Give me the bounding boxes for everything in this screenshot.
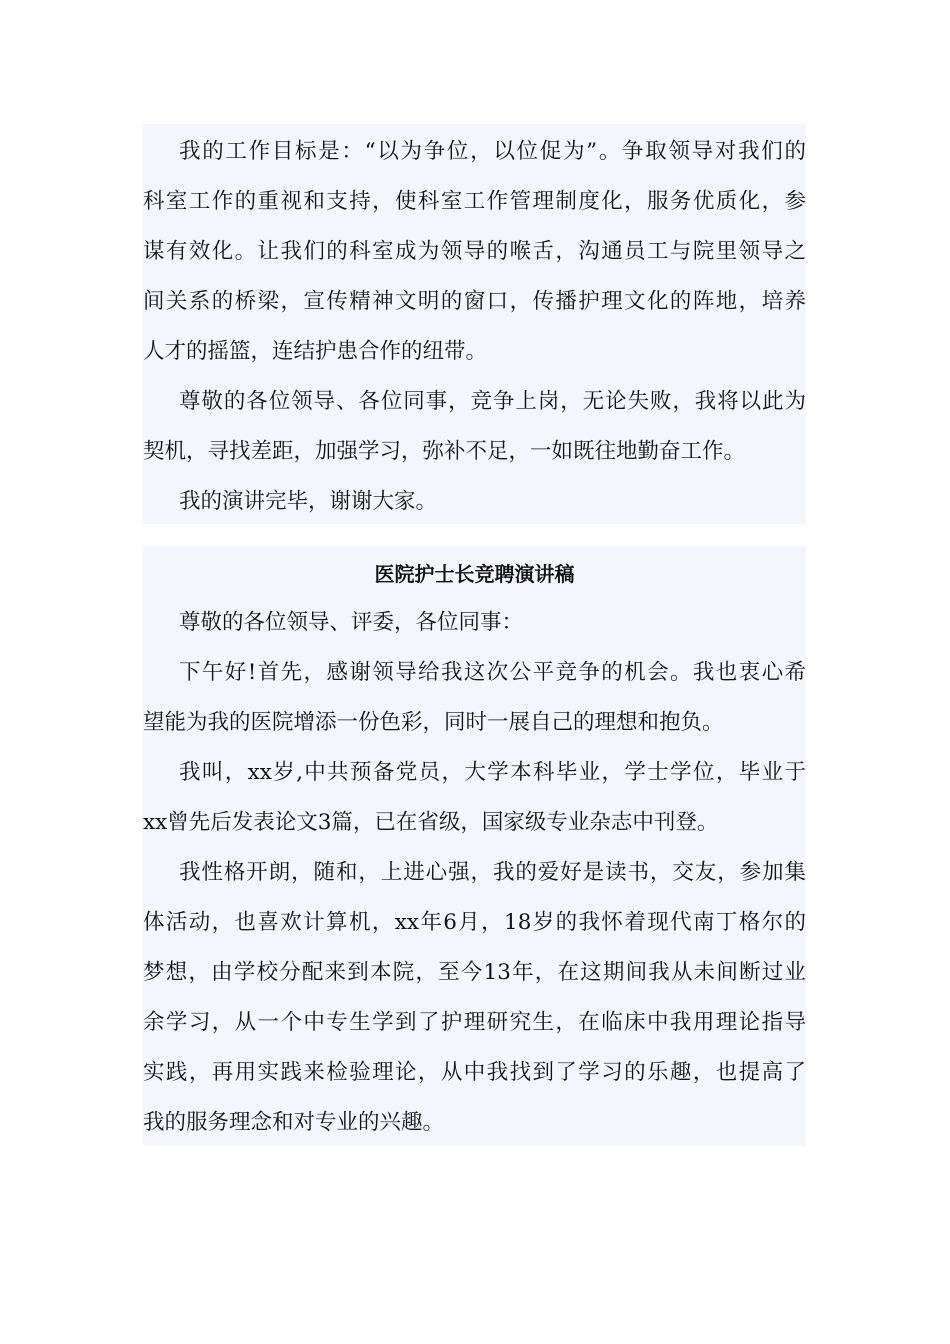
- paragraph-line: 尊敬的各位领导、评委，各位同事：: [179, 610, 524, 635]
- paragraph-line: 余学习，从一个中专生学到了护理研究生，在临床中我用理论指导: [143, 1010, 806, 1035]
- paragraph-line: 人才的摇篮，连结护患合作的纽带。: [143, 339, 488, 364]
- paragraph-line: 我的演讲完毕，谢谢大家。: [179, 489, 438, 514]
- paragraph-line: 谋有效化。让我们的科室成为领导的喉舌，沟通员工与院里领导之: [143, 239, 806, 264]
- paragraph-line: 我的工作目标是：“以为争位，以位促为”。争取领导对我们的: [179, 139, 806, 164]
- paragraph-line: 下午好!首先，感谢领导给我这次公平竞争的机会。我也衷心希: [179, 660, 806, 685]
- paragraph-line: 体活动，也喜欢计算机，xx年6月，18岁的我怀着现代南丁格尔的: [143, 910, 806, 935]
- speech-block-2: [143, 546, 806, 1146]
- paragraph-line: 契机，寻找差距，加强学习，弥补不足，一如既往地勤奋工作。: [143, 439, 746, 464]
- paragraph-line: 科室工作的重视和支持，使科室工作管理制度化，服务优质化，参: [143, 189, 806, 214]
- paragraph-line: 我的服务理念和对专业的兴趣。: [143, 1110, 445, 1135]
- paragraph-line: 我叫，xx岁,中共预备党员，大学本科毕业，学士学位，毕业于: [179, 760, 806, 785]
- paragraph-line: xx曾先后发表论文3篇，已在省级，国家级专业杂志中刊登。: [143, 810, 719, 835]
- speech-block-1: [143, 124, 806, 524]
- document-title: 医院护士长竞聘演讲稿: [374, 562, 575, 586]
- paragraph-line: 望能为我的医院增添一份色彩，同时一展自己的理想和抱负。: [143, 710, 724, 735]
- paragraph-line: 间关系的桥梁，宣传精神文明的窗口，传播护理文化的阵地，培养: [143, 289, 806, 314]
- paragraph-line: 梦想，由学校分配来到本院，至今13年，在这期间我从未间断过业: [143, 960, 806, 985]
- paragraph-line: 我性格开朗，随和，上进心强，我的爱好是读书，交友，参加集: [179, 860, 806, 885]
- paragraph-line: 实践，再用实践来检验理论，从中我找到了学习的乐趣，也提高了: [143, 1060, 806, 1085]
- paragraph-line: 尊敬的各位领导、各位同事，竞争上岗，无论失败，我将以此为: [179, 389, 806, 414]
